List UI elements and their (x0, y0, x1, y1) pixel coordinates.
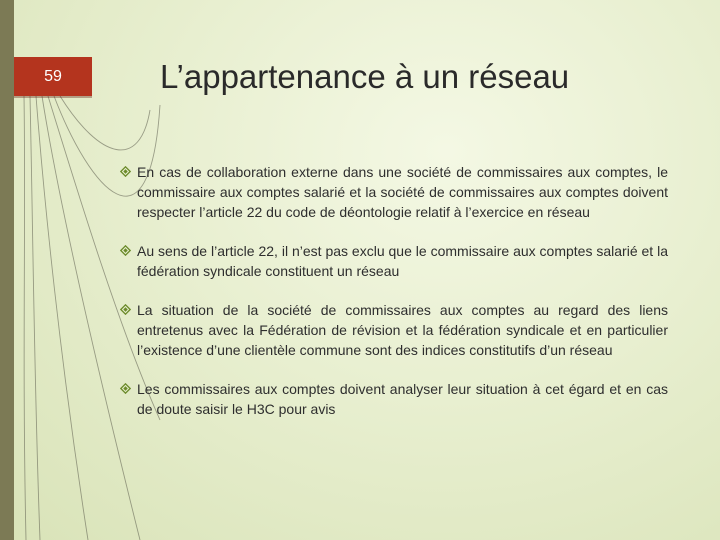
bullet-list (118, 162, 668, 438)
page-number-tab (14, 57, 92, 96)
slide-title: L’appartenance à un réseau (160, 58, 570, 95)
diamond-bullet-icon (120, 245, 131, 256)
list-item (118, 300, 668, 360)
diamond-bullet-icon (120, 304, 131, 315)
diamond-bullet-icon (120, 166, 131, 177)
list-item (118, 241, 668, 281)
left-accent-bar (0, 0, 14, 540)
bullet-text: La situation de la société de commissaires aux comptes au regard des liens entretenus avec la Fédération de révision et la fédération syndicale et en particulier l’existence d’une clientèle commune sont des indices constitutifs d’un réseau (137, 302, 668, 358)
tab-shadow (14, 96, 92, 98)
page-number: 59 (44, 68, 62, 85)
diamond-bullet-icon (120, 383, 131, 394)
bullet-text: Au sens de l’article 22, il n’est pas exclu que le commissaire aux comptes salarié et la fédération syndicale constituent un réseau (137, 243, 668, 279)
bullet-text: En cas de collaboration externe dans une société de commissaires aux comptes, le commissaire aux comptes salarié et la société de commissaires aux comptes doivent respecter l’article 22 du code de déontologie relatif à l’exercice en réseau (137, 164, 668, 220)
list-item (118, 379, 668, 419)
bullet-text: Les commissaires aux comptes doivent analyser leur situation à cet égard et en cas de doute saisir le H3C pour avis (137, 381, 668, 417)
list-item (118, 162, 668, 222)
